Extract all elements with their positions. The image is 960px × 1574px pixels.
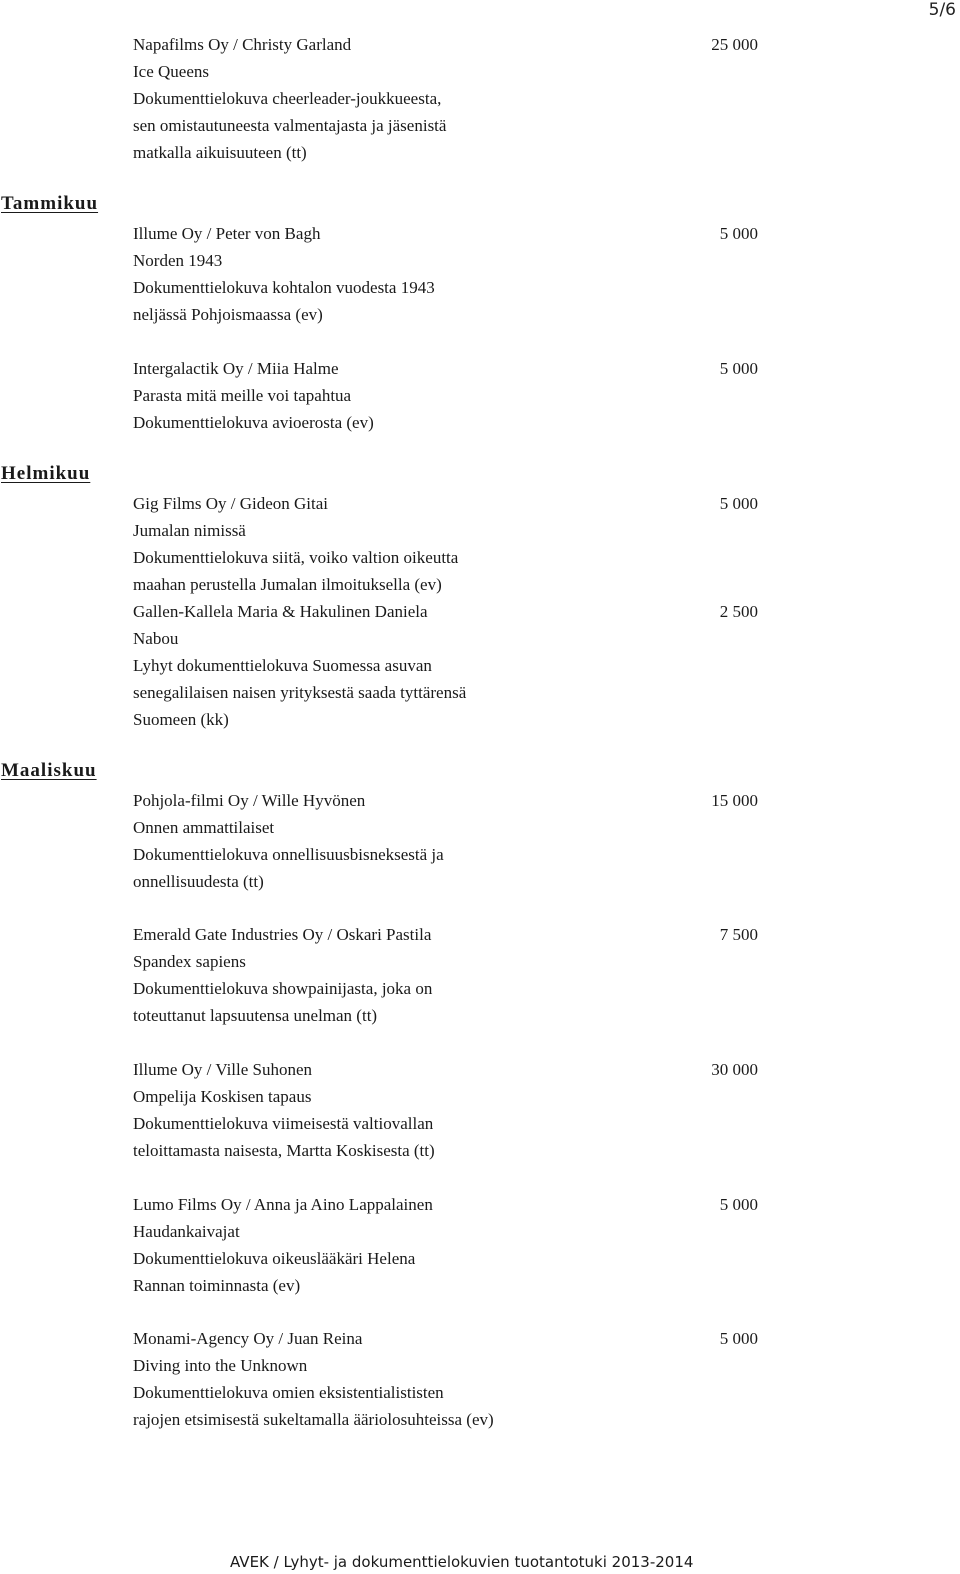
company-name: Intergalactik Oy / Miia Halme — [133, 359, 339, 378]
grant-amount: 5 000 — [719, 494, 758, 513]
grant-entry — [133, 220, 758, 328]
page-footer: AVEK / Lyhyt- ja dokumenttielokuvien tuotantotuki 2013-2014 — [230, 1553, 694, 1571]
company-name: Illume Oy / Ville Suhonen — [133, 1060, 313, 1079]
company-name: Gallen-Kallela Maria & Hakulinen Daniela — [133, 602, 428, 621]
company-name: Illume Oy / Peter von Bagh — [133, 224, 321, 243]
film-title: Norden 1943 — [133, 251, 223, 270]
film-description: Rannan toiminnasta (ev) — [133, 1276, 301, 1295]
film-title: Parasta mitä meille voi tapahtua — [133, 386, 352, 405]
film-description: Dokumenttielokuva avioerosta (ev) — [133, 413, 374, 432]
film-title: Ompelija Koskisen tapaus — [133, 1087, 312, 1106]
grant-entry — [133, 355, 758, 436]
company-name: Pohjola-filmi Oy / Wille Hyvönen — [133, 791, 366, 810]
film-title: Onnen ammattilaiset — [133, 818, 275, 837]
grant-amount: 5 000 — [719, 359, 758, 378]
company-name: Napafilms Oy / Christy Garland — [133, 35, 352, 54]
grant-entry — [133, 921, 758, 1029]
film-title: Nabou — [133, 629, 179, 648]
film-title: Jumalan nimissä — [133, 521, 246, 540]
grant-amount: 5 000 — [719, 224, 758, 243]
film-description: Dokumenttielokuva viimeisestä valtiovallan — [133, 1114, 434, 1133]
grant-entry — [133, 787, 758, 895]
film-description: teloittamasta naisesta, Martta Koskisesta (tt) — [133, 1141, 435, 1160]
film-description: Dokumenttielokuva kohtalon vuodesta 1943 — [133, 278, 435, 297]
grant-entry — [133, 490, 758, 598]
grant-amount: 30 000 — [711, 1060, 758, 1079]
grant-entry — [133, 598, 758, 733]
page-number: 5/6 — [928, 0, 956, 20]
grant-amount: 7 500 — [719, 925, 758, 944]
grant-amount: 2 500 — [719, 602, 758, 621]
film-description: Dokumenttielokuva cheerleader-joukkueesta, — [133, 89, 442, 108]
film-description: Dokumenttielokuva showpainijasta, joka on — [133, 979, 433, 998]
grant-amount: 15 000 — [711, 791, 758, 810]
grant-entry — [133, 1325, 758, 1433]
film-description: rajojen etsimisestä sukeltamalla ääriolosuhteissa (ev) — [133, 1410, 494, 1429]
grant-amount: 5 000 — [719, 1195, 758, 1214]
film-description: Suomeen (kk) — [133, 710, 229, 729]
grant-amount: 5 000 — [719, 1329, 758, 1348]
grant-entry — [133, 31, 758, 166]
month-heading-helmikuu: Helmikuu — [1, 463, 91, 484]
film-title: Haudankaivajat — [133, 1222, 240, 1241]
film-description: Dokumenttielokuva siitä, voiko valtion oikeutta — [133, 548, 459, 567]
company-name: Lumo Films Oy / Anna ja Aino Lappalainen — [133, 1195, 433, 1214]
film-description: sen omistautuneesta valmentajasta ja jäsenistä — [133, 116, 447, 135]
film-description: matkalla aikuisuuteen (tt) — [133, 143, 307, 162]
company-name: Monami-Agency Oy / Juan Reina — [133, 1329, 363, 1348]
film-title: Ice Queens — [133, 62, 209, 81]
grant-amount: 25 000 — [711, 35, 758, 54]
company-name: Gig Films Oy / Gideon Gitai — [133, 494, 329, 513]
film-title: Diving into the Unknown — [133, 1356, 308, 1375]
film-description: maahan perustella Jumalan ilmoituksella (ev) — [133, 575, 442, 594]
company-name: Emerald Gate Industries Oy / Oskari Pastila — [133, 925, 432, 944]
month-heading-tammikuu: Tammikuu — [1, 193, 99, 214]
month-heading-maaliskuu: Maaliskuu — [1, 760, 97, 781]
film-description: neljässä Pohjoismaassa (ev) — [133, 305, 323, 324]
film-description: senegalilaisen naisen yrityksestä saada tyttärensä — [133, 683, 467, 702]
film-description: Lyhyt dokumenttielokuva Suomessa asuvan — [133, 656, 432, 675]
film-description: onnellisuudesta (tt) — [133, 872, 264, 891]
grant-entry — [133, 1056, 758, 1164]
film-description: Dokumenttielokuva onnellisuusbisneksestä ja — [133, 845, 444, 864]
grant-entry — [133, 1191, 758, 1299]
film-description: Dokumenttielokuva omien eksistentialististen — [133, 1383, 444, 1402]
film-description: Dokumenttielokuva oikeuslääkäri Helena — [133, 1249, 416, 1268]
film-title: Spandex sapiens — [133, 952, 246, 971]
film-description: toteuttanut lapsuutensa unelman (tt) — [133, 1006, 378, 1025]
